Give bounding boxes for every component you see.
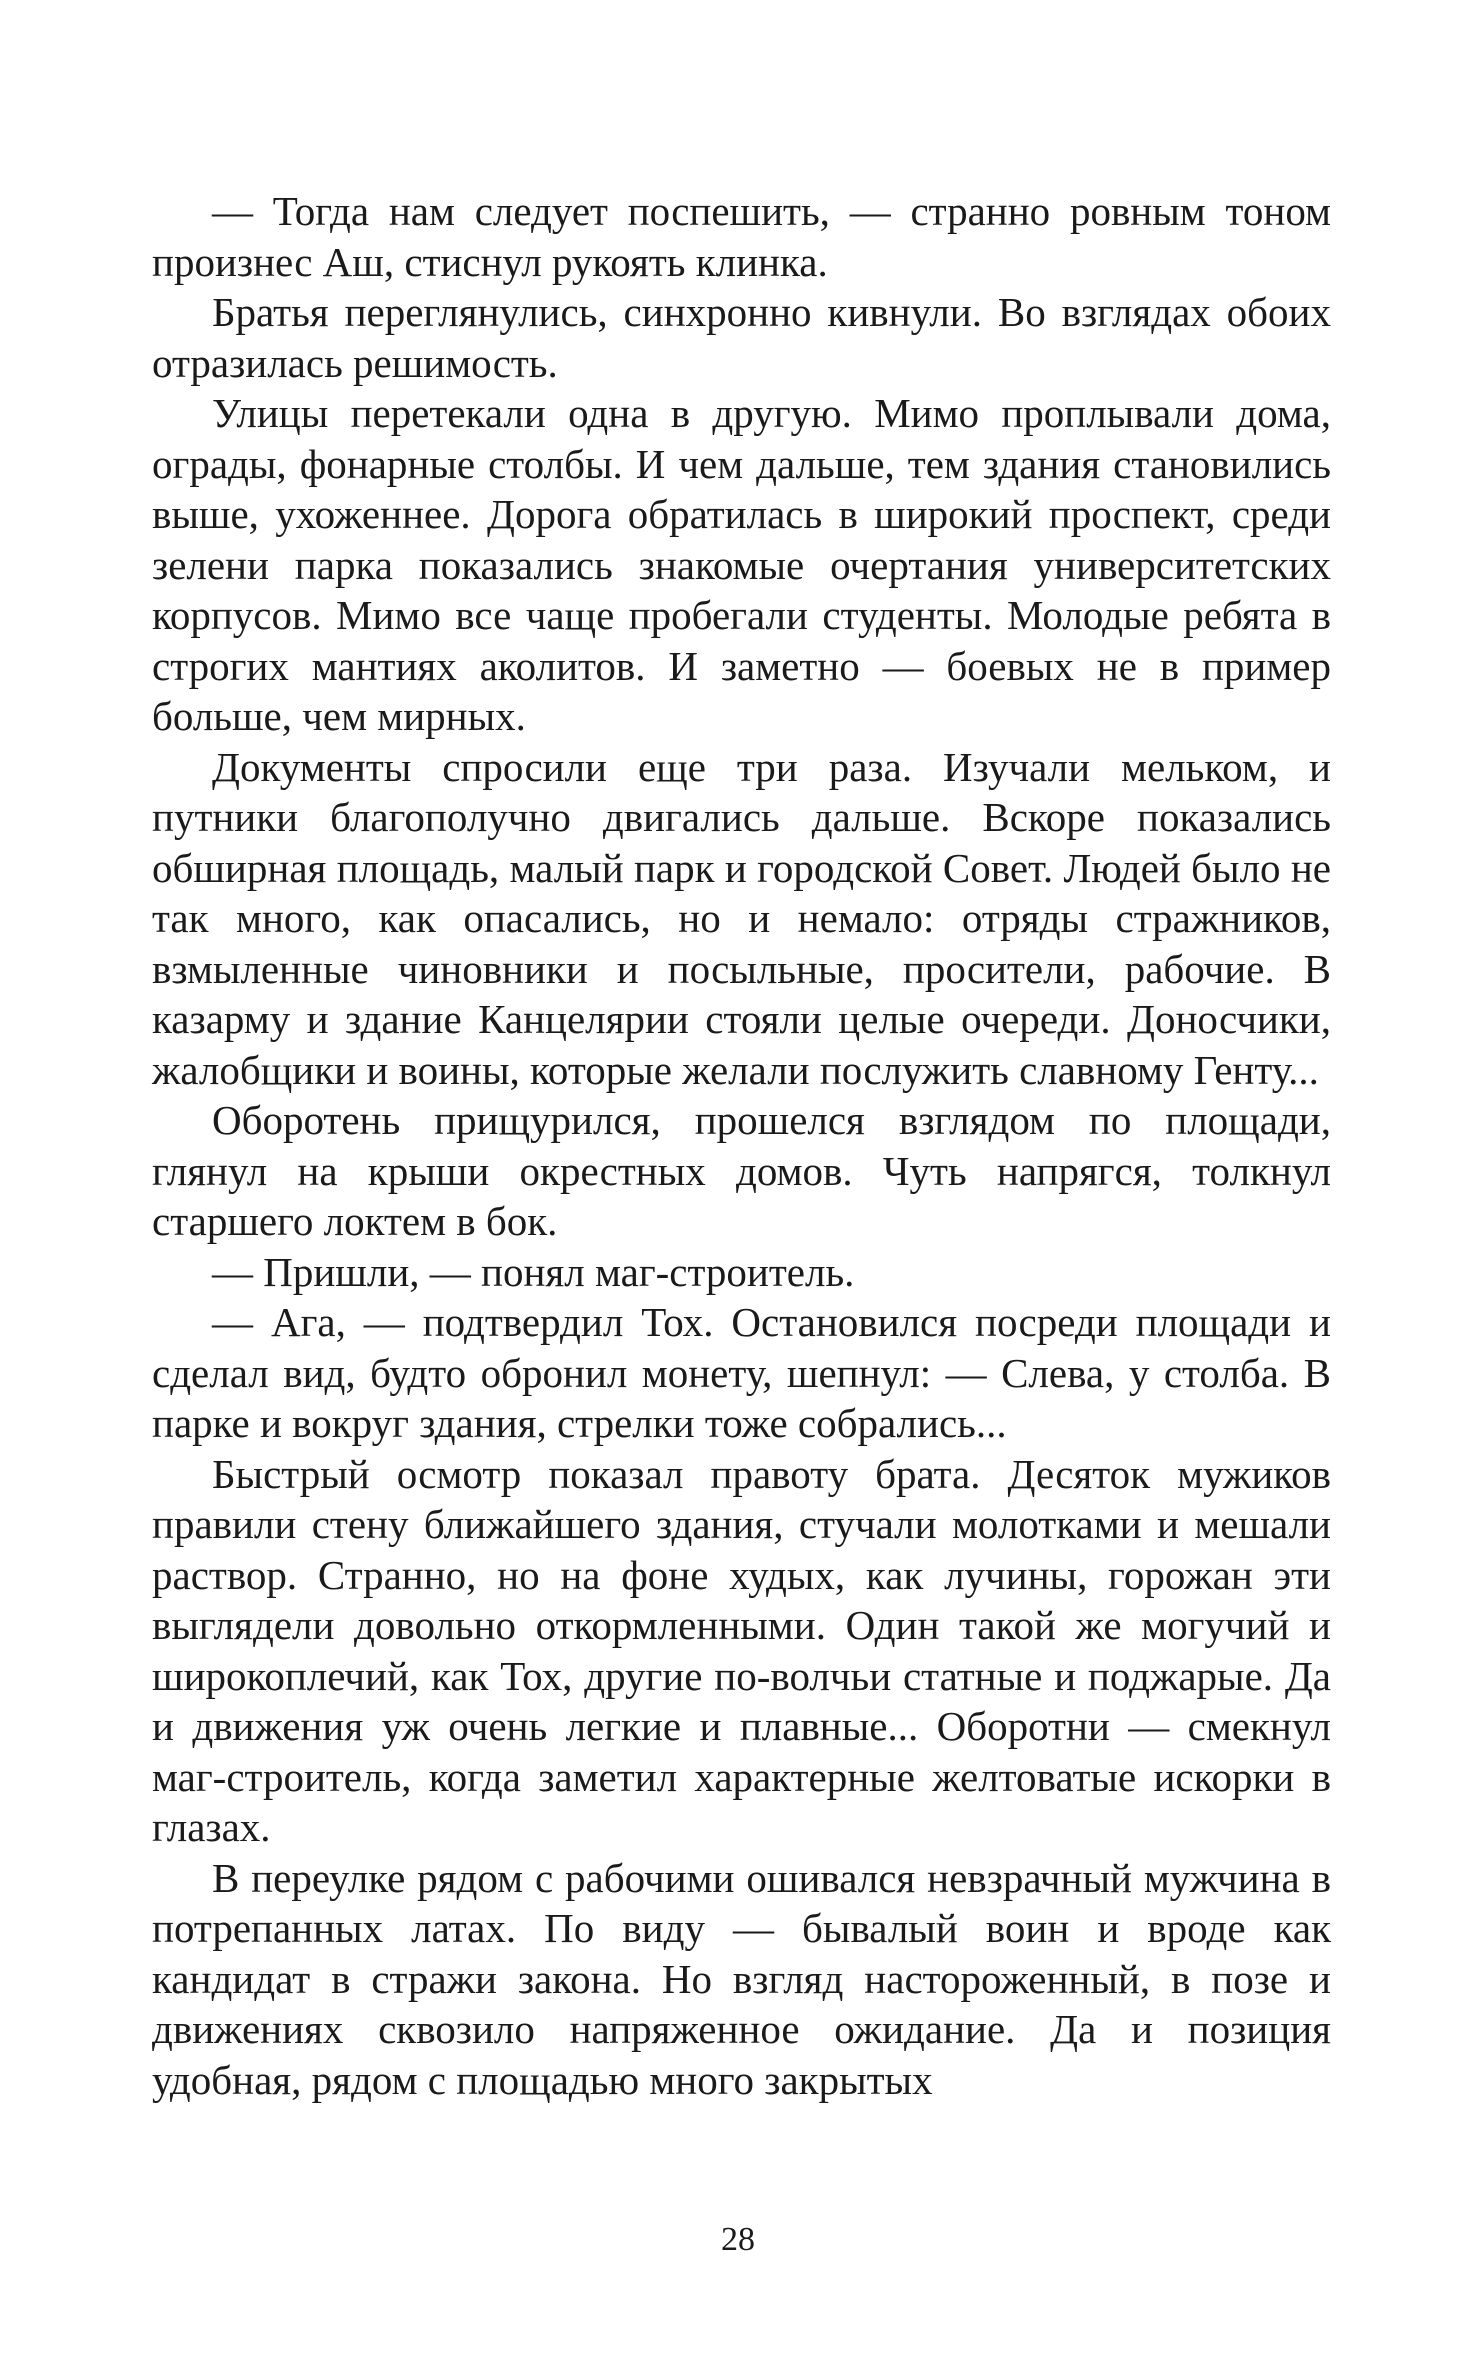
paragraph-4: Документы спросили еще три раза. Изучали мельком, и путники благополучно двигались дальше. Вскоре показались обширная площадь, малый парк и городской Совет. Людей было не так много, как опасались, но и немало: отряды стражников, взмыленные чиновники и посыльные, просители, рабочие. В казарму и здание Канцелярии стояли целые очереди. Доносчики, жалобщики и воины, которые желали послужить славному Генту... [152,743,1331,1093]
paragraph-9: В переулке рядом с рабочими ошивался невзрачный мужчина в потрепанных латах. По виду — бывалый воин и вроде как кандидат в стражи закона. Но взгляд настороженный, в позе и движениях сквозило напряженное ожидание. Да и позиция удобная, рядом с площадью много закрытых [152,1854,1331,2103]
paragraph-7: — Ага, — подтвердил Тох. Остановился посреди площади и сделал вид, будто обронил монету, шепнул: — Слева, у столба. В парке и вокруг здания, стрелки тоже собрались... [152,1299,1331,1446]
body-text [152,186,1331,2105]
paragraph-2: Братья переглянулись, синхронно кивнули. Во взглядах обоих отразилась решимость. [152,289,1331,386]
page-number: 28 [721,2221,755,2258]
paragraph-3: Улицы перетекали одна в другую. Мимо проплывали дома, ограды, фонарные столбы. И чем дальше, тем здания становились выше, ухоженнее. Дорога обратилась в широкий проспект, среди зелени парка показались знакомые очертания университетских корпусов. Мимо все чаще пробегали студенты. Молодые ребята в строгих мантиях аколитов. И заметно — боевых не в пример больше, чем мирных. [152,390,1331,739]
paragraph-1: — Тогда нам следует поспешить, — странно ровным тоном произнес Аш, стиснул рукоять клинка. [152,188,1331,285]
paragraph-6: — Пришли, — понял маг-строитель. [212,1248,855,1295]
paragraph-8: Быстрый осмотр показал правоту брата. Десяток мужиков правили стену ближайшего здания, стучали молотками и мешали раствор. Странно, но на фоне худых, как лучины, горожан эти выглядели довольно откормленными. Один такой же могучий и широкоплечий, как Тох, другие по-волчьи статные и поджарые. Да и движения уж очень легкие и плавные... Оборотни — смекнул маг-строитель, когда заметил характерные желтоватые искорки в глазах. [152,1450,1331,1850]
paragraph-5: Оборотень прищурился, прошелся взглядом по площади, глянул на крыши окрестных домов. Чуть напрягся, толкнул старшего локтем в бок. [152,1097,1331,1244]
